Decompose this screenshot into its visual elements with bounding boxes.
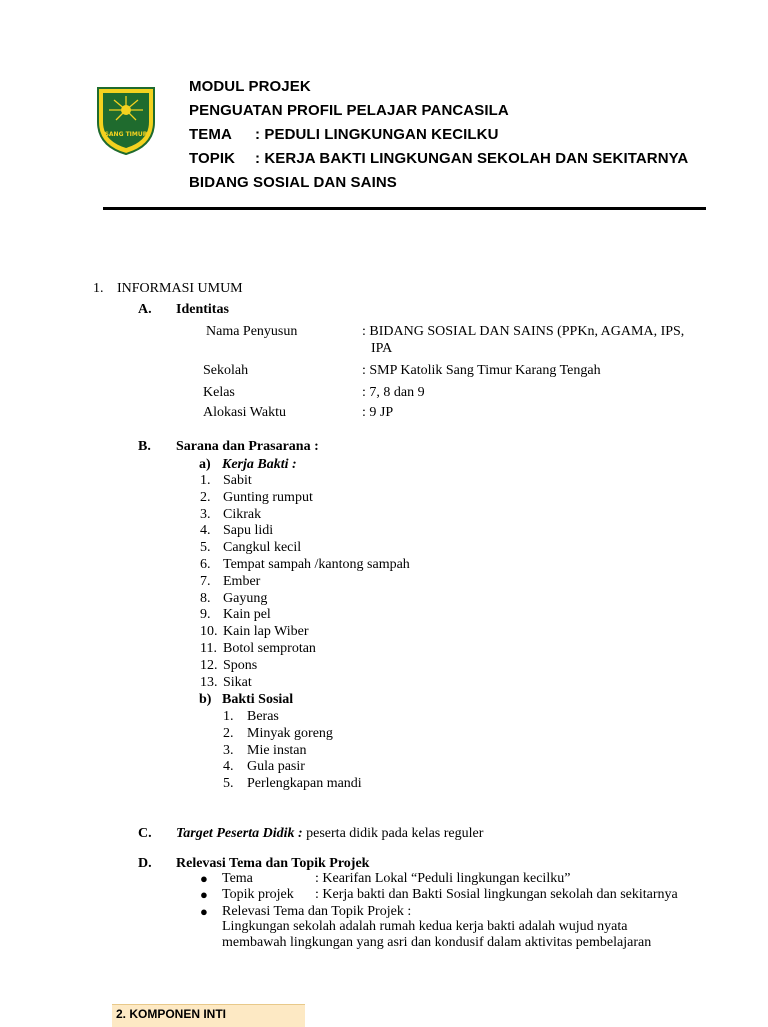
section-b-title: Sarana dan Prasarana : (176, 439, 319, 454)
section-a-title: Identitas (176, 302, 229, 317)
list-item-number: 1. (223, 709, 234, 724)
list-item: Minyak goreng (247, 725, 333, 741)
list-item: Kain pel (223, 607, 271, 623)
identity-value: : 9 JP (362, 405, 394, 420)
relevance-paragraph-line: Lingkungan sekolah adalah rumah kedua kerja bakti adalah wujud nyata (222, 919, 628, 934)
list-item-number: 11. (200, 641, 217, 656)
list-item: Spons (223, 657, 258, 673)
section2-heading: 2. KOMPONEN INTI (112, 1004, 305, 1027)
identity-value: : 7, 8 dan 9 (362, 385, 425, 400)
list-item: Sikat (223, 674, 252, 690)
school-logo (94, 84, 158, 156)
list-item: Gunting rumput (223, 489, 313, 505)
identity-label: Alokasi Waktu (203, 405, 286, 420)
list-item-number: 8. (200, 590, 211, 606)
topic-label: TOPIK (189, 150, 236, 167)
relevance-label: Relevasi Tema dan Topik Projek : (222, 904, 412, 919)
list-item: Sapu lidi (223, 523, 274, 539)
bullet-icon: ● (200, 871, 208, 886)
section1-number: 1. (93, 281, 104, 296)
list-item: Kain lap Wiber (223, 624, 309, 640)
sub-b-title: Bakti Sosial (222, 692, 294, 707)
section1-title: INFORMASI UMUM (117, 281, 243, 296)
list-item: Ember (223, 573, 261, 589)
list-item-number: 4. (200, 523, 211, 539)
list-item: Tempat sampah /kantong sampah (223, 557, 410, 572)
identity-label: Nama Penyusun (206, 324, 298, 339)
list-item: Gula pasir (247, 759, 305, 775)
list-item-number: 1. (200, 473, 211, 488)
relevance-label: Tema (222, 871, 253, 886)
list-item-number: 2. (223, 725, 234, 741)
list-item-number: 7. (200, 573, 211, 589)
list-item: Mie instan (247, 742, 307, 758)
relevance-value: : Kearifan Lokal “Peduli lingkungan kecilku” (315, 871, 571, 886)
identity-value: : BIDANG SOSIAL DAN SAINS (PPKn, AGAMA, IPS, (362, 324, 685, 339)
list-item-number: 5. (200, 540, 211, 556)
section-c-value: peserta didik pada kelas reguler (302, 826, 484, 841)
field-line: BIDANG SOSIAL DAN SAINS (189, 174, 397, 191)
list-item-number: 4. (223, 759, 234, 775)
list-item-number: 3. (200, 506, 211, 522)
topic-value: : KERJA BAKTI LINGKUNGAN SEKOLAH DAN SEKITARNYA (255, 150, 689, 167)
list-item-number: 6. (200, 557, 211, 572)
section-c-title: Target Peserta Didik : (176, 826, 303, 841)
identity-value-cont: IPA (371, 341, 393, 356)
identity-label: Kelas (203, 385, 235, 400)
sub-a-letter: a) (199, 457, 211, 472)
identity-value: : SMP Katolik Sang Timur Karang Tengah (362, 363, 601, 378)
list-item-number: 12. (200, 657, 218, 673)
list-item: Botol semprotan (223, 641, 316, 656)
list-item-number: 5. (223, 776, 234, 792)
bullet-icon: ● (200, 904, 208, 919)
svg-text:SANG TIMUR: SANG TIMUR (104, 131, 148, 138)
list-item: Sabit (223, 473, 252, 488)
list-item-number: 2. (200, 489, 211, 505)
list-item: Gayung (223, 590, 268, 606)
theme-value: : PEDULI LINGKUNGAN KECILKU (255, 126, 499, 143)
list-item: Cikrak (223, 506, 262, 522)
module-subtitle: PENGUATAN PROFIL PELAJAR PANCASILA (189, 102, 509, 119)
list-item-number: 3. (223, 742, 234, 758)
list-item-number: 13. (200, 674, 218, 690)
sub-a-title: Kerja Bakti : (222, 457, 297, 472)
section-d-title: Relevasi Tema dan Topik Projek (176, 856, 370, 871)
relevance-value: : Kerja bakti dan Bakti Sosial lingkungan sekolah dan sekitarnya (315, 887, 678, 902)
header-divider (103, 207, 706, 210)
section-c-letter: C. (138, 826, 152, 841)
list-item: Perlengkapan mandi (247, 776, 362, 792)
relevance-paragraph-line: membawah lingkungan yang asri dan kondusif dalam aktivitas pembelajaran (222, 935, 652, 950)
section-d-letter: D. (138, 856, 152, 871)
bullet-icon: ● (200, 887, 208, 902)
list-item-number: 9. (200, 607, 211, 623)
section-b-letter: B. (138, 439, 151, 454)
sub-b-letter: b) (199, 692, 212, 707)
section-a-letter: A. (138, 302, 152, 317)
relevance-label: Topik projek (222, 887, 294, 902)
list-item: Beras (247, 709, 279, 724)
list-item: Cangkul kecil (223, 540, 302, 556)
module-title: MODUL PROJEK (189, 78, 311, 95)
list-item-number: 10. (200, 624, 218, 640)
identity-label: Sekolah (203, 363, 249, 378)
section-c-line (176, 826, 483, 842)
theme-label: TEMA (189, 126, 232, 143)
